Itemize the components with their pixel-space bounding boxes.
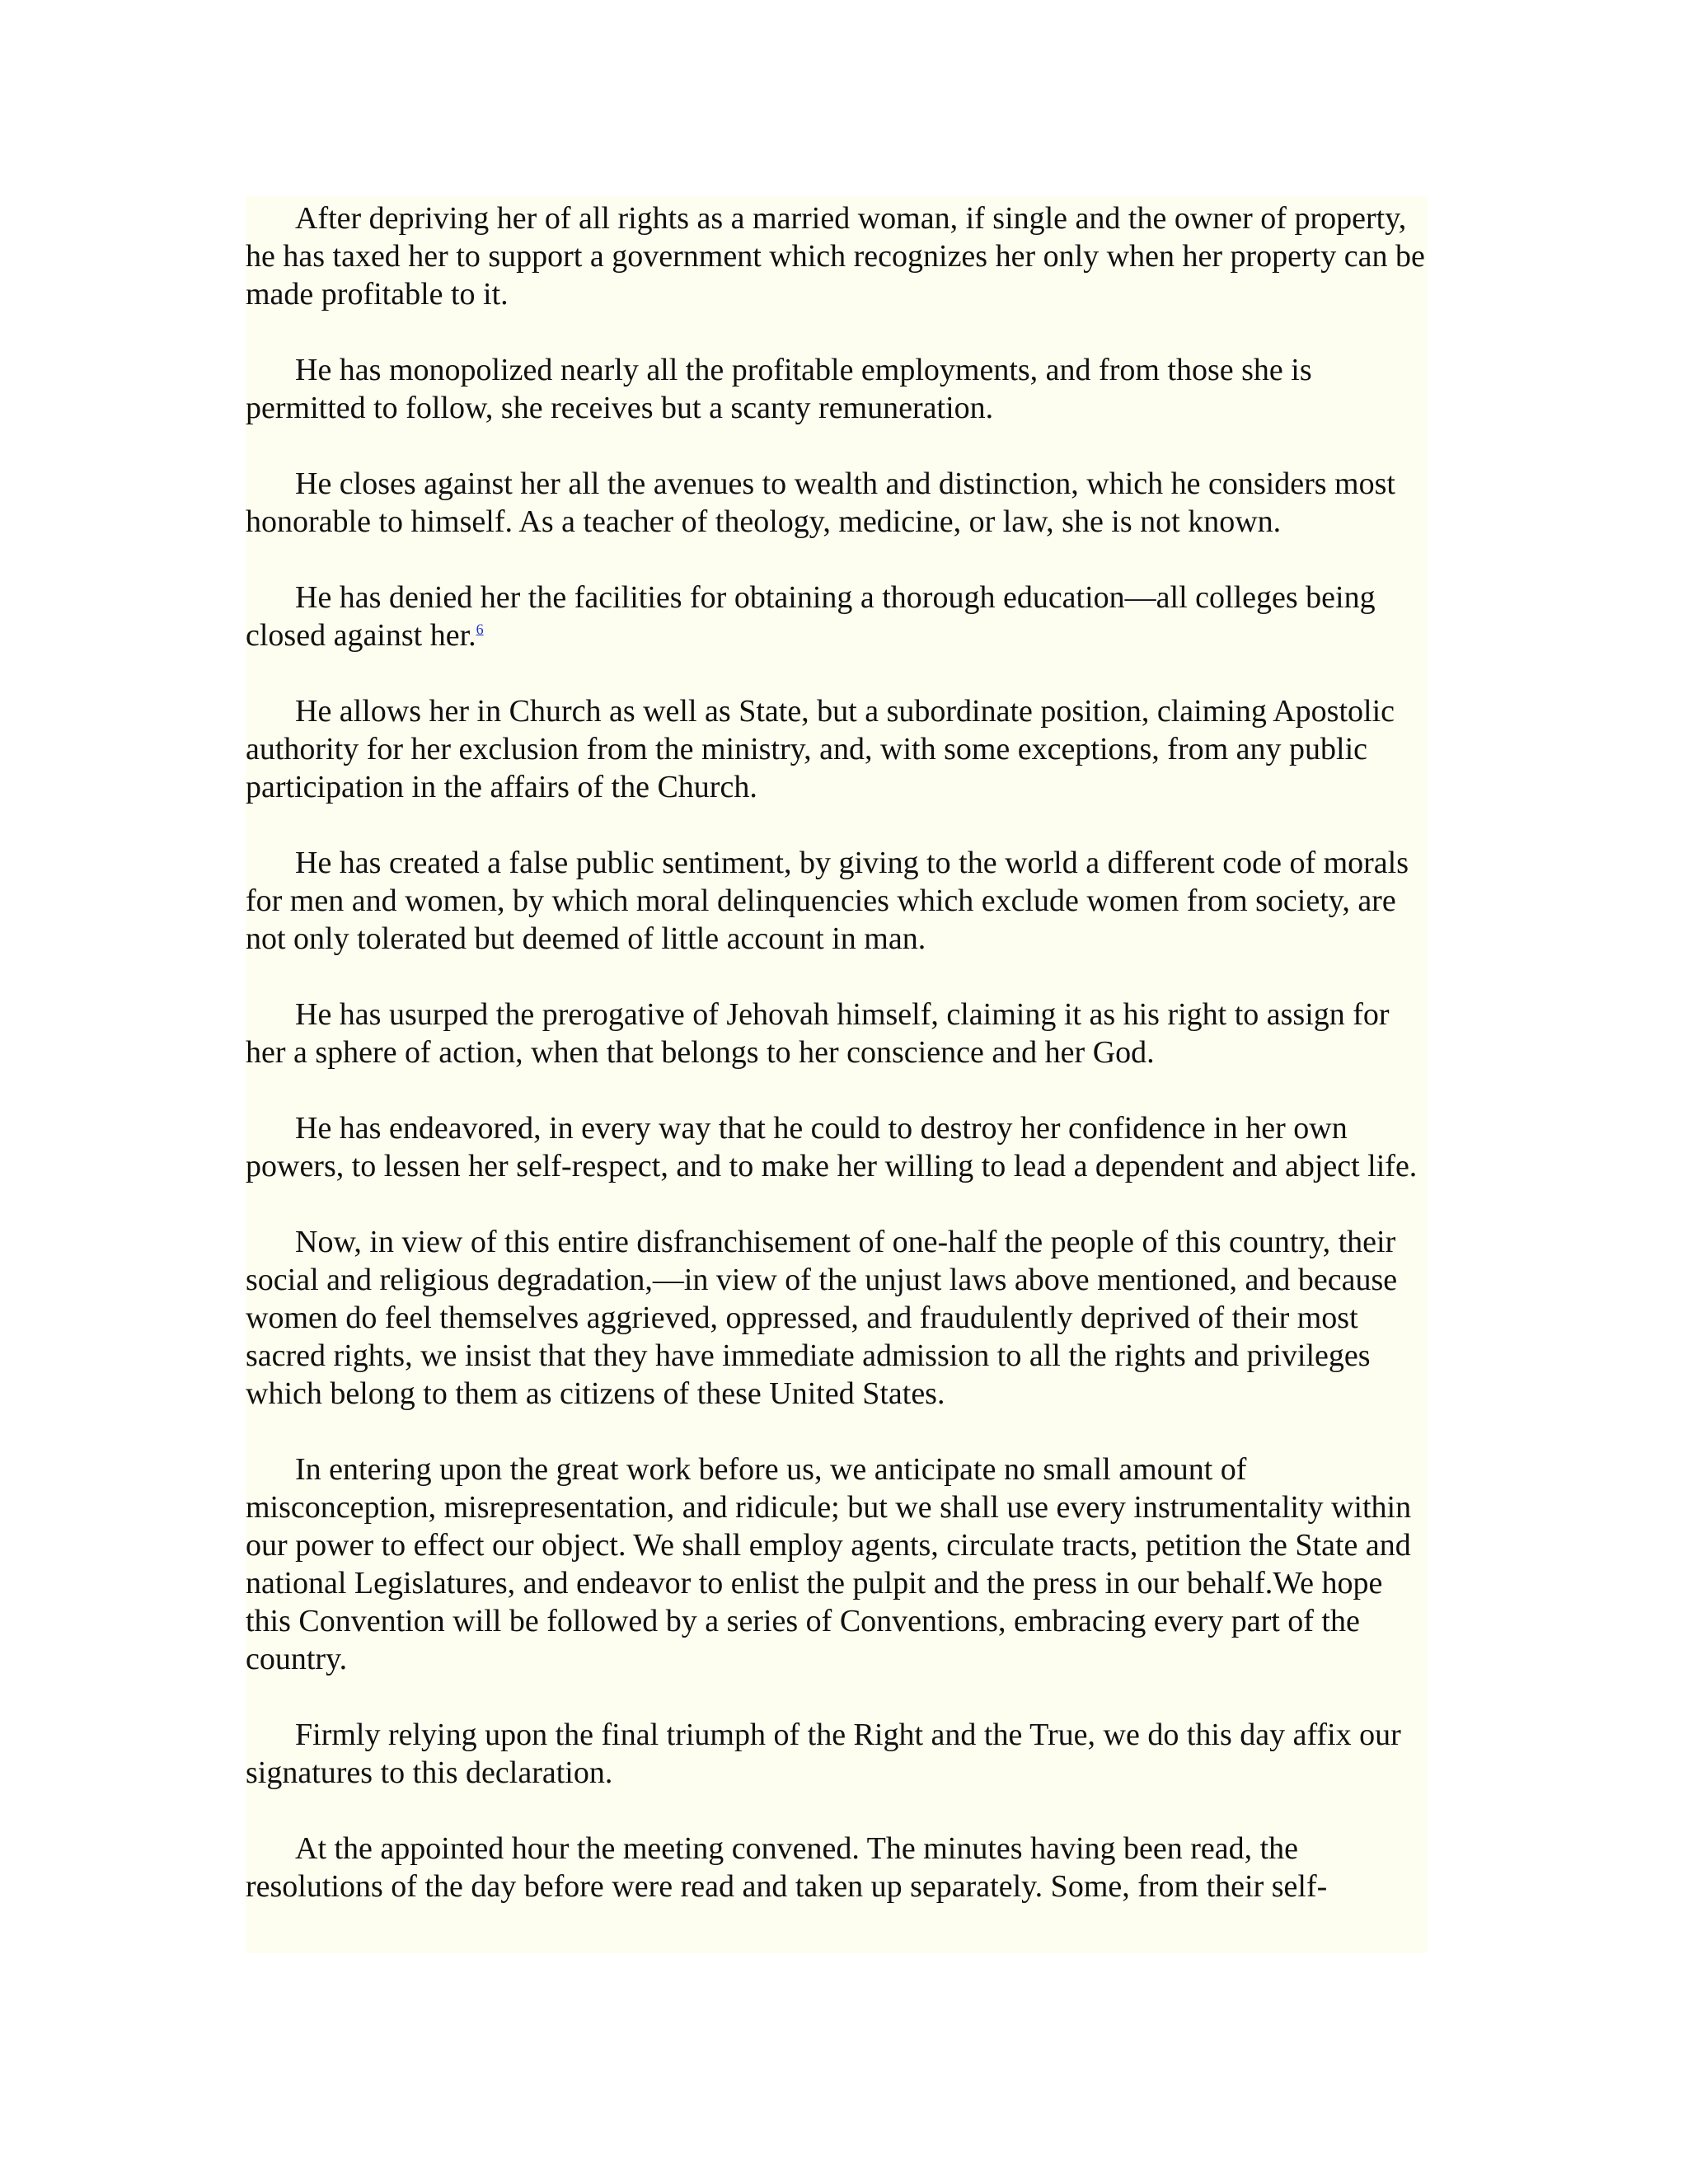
document-text — [246, 196, 1428, 1943]
paragraph-3: He closes against her all the avenues to wealth and distinction, which he considers most honorable to himself. As a teacher of theology, medicine, or law, she is not known. — [246, 466, 1395, 539]
paragraph-4 — [246, 579, 1428, 654]
paragraph-2: He has monopolized nearly all the profitable employments, and from those she is permitted to follow, she receives but a scanty remuneration. — [246, 353, 1312, 425]
paragraph-1: After depriving her of all rights as a married woman, if single and the owner of property, he has taxed her to support a government which recognizes her only when her property can be made profitable to it. — [246, 201, 1425, 312]
page-content-area — [246, 196, 1428, 1953]
paragraph-5: He allows her in Church as well as State, but a subordinate position, claiming Apostolic authority for her exclusion from the ministry, and, with some exceptions, from any public participation in the affairs of the Church. — [246, 694, 1395, 804]
paragraph-9: Now, in view of this entire disfranchisement of one-half the people of this country, their social and religious degradation,—in view of the unjust laws above mentioned, and because women do feel themselves aggrieved, oppressed, and fraudulently deprived of their most sacred rights, we insist that they have immediate admission to all the rights and privileges which belong to them as citizens of these United States. — [246, 1225, 1398, 1411]
paragraph-7: He has usurped the prerogative of Jehovah himself, claiming it as his right to assign for her a sphere of action, when that belongs to her conscience and her God. — [246, 997, 1390, 1070]
paragraph-4-text: He has denied her the facilities for obtaining a thorough education—all colleges being closed against her. — [246, 580, 1376, 653]
paragraph-8: He has endeavored, in every way that he could to destroy her confidence in her own powers, to lessen her self-respect, and to make her willing to lead a dependent and abject life. — [246, 1111, 1418, 1183]
paragraph-12: At the appointed hour the meeting convened. The minutes having been read, the resolutions of the day before were read and taken up separately. Some, from their self- — [246, 1831, 1328, 1904]
footnote-link[interactable]: 6 — [476, 621, 484, 638]
paragraph-10: In entering upon the great work before us, we anticipate no small amount of misconception, misrepresentation, and ridicule; but we shall use every instrumentality within our power to effect our object. We shall employ agents, circulate tracts, petition the State and national Legislatures, and endeavor to enlist the pulpit and the press in our behalf.We hope this Convention will be followed by a series of Conventions, embracing every part of the country. — [246, 1452, 1412, 1676]
paragraph-6: He has created a false public sentiment, by giving to the world a different code of morals for men and women, by which moral delinquencies which exclude women from society, are not only tolerated but deemed of little account in man. — [246, 846, 1409, 956]
paragraph-11: Firmly relying upon the final triumph of the Right and the True, we do this day affix our signatures to this declaration. — [246, 1718, 1401, 1790]
